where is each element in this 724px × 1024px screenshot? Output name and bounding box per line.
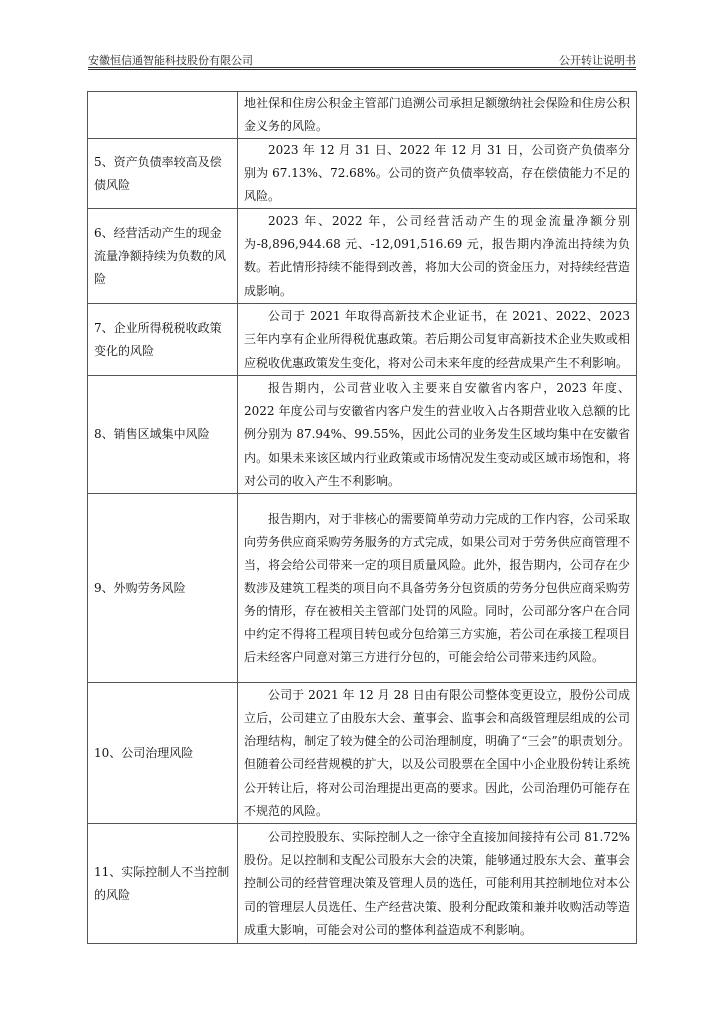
risk-title: 6、经营活动产生的现金流量净额持续为负数的风险	[88, 209, 238, 304]
table-row	[88, 139, 637, 209]
table-row	[88, 376, 637, 494]
company-name: 安徽恒信通智能科技股份有限公司	[88, 54, 253, 67]
risk-title	[88, 92, 238, 139]
risk-title: 10、公司治理风险	[88, 683, 238, 824]
table-row	[88, 209, 637, 304]
table-row	[88, 92, 637, 139]
header-divider	[88, 67, 636, 70]
risk-table	[87, 91, 637, 944]
table-row	[88, 494, 637, 683]
risk-description: 报告期内，公司营业收入主要来自安徽省内客户，2023 年度、2022 年度公司与安徽省内客户发生的营业收入占各期营业收入总额的比例分别为 87.94%、99.55%，因此公司的业务发生区域均集中在安徽省内。如果未来该区域内行业政策或市场情况发生变动或区域市场饱和，将对公司的收入产生不利影响。	[238, 376, 637, 494]
risk-description: 公司于 2021 年 12 月 28 日由有限公司整体变更设立，股份公司成立后，公司建立了由股东大会、董事会、监事会和高级管理层组成的公司治理结构，制定了较为健全的公司治理制度，明确了“三会”的职责划分。但随着公司经营规模的扩大，以及公司股票在全国中小企业股份转让系统公开转让后，将对公司治理提出更高的要求。因此，公司治理仍可能存在不规范的风险。	[238, 683, 637, 824]
risk-description: 公司控股股东、实际控制人之一徐守全直接加间接持有公司 81.72%股份。足以控制和支配公司股东大会的决策，能够通过股东大会、董事会控制公司的经营管理决策及管理人员的选任，可能利用其控制地位对本公司的管理层人员选任、生产经营决策、股利分配政策和兼并收购活动等造成重大影响，可能会对公司的整体利益造成不利影响。	[238, 824, 637, 944]
table-row	[88, 683, 637, 824]
risk-title: 5、资产负债率较高及偿债风险	[88, 139, 238, 209]
page-header	[88, 50, 636, 68]
risk-description: 2023 年、2022 年，公司经营活动产生的现金流量净额分别为-8,896,944.68 元、-12,091,516.69 元，报告期内净流出持续为负数。若此情形持续不能得到改善，将加大公司的资金压力，对持续经营造成影响。	[238, 209, 637, 304]
risk-description: 报告期内，对于非核心的需要简单劳动力完成的工作内容，公司采取向劳务供应商采购劳务服务的方式完成，如果公司对于劳务供应商管理不当，将会给公司带来一定的项目质量风险。此外，报告期内，公司存在少数涉及建筑工程类的项目向不具备劳务分包资质的劳务分包供应商采购劳务的情形，存在被相关主管部门处罚的风险。同时，公司部分客户在合同中约定不得将工程项目转包或分包给第三方实施，若公司在承接工程项目后未经客户同意对第三方进行分包的，可能会给公司带来违约风险。	[238, 494, 637, 683]
risk-description: 2023 年 12 月 31 日、2022 年 12 月 31 日，公司资产负债率分别为 67.13%、72.68%。公司的资产负债率较高，存在偿债能力不足的风险。	[238, 139, 637, 209]
document-type: 公开转让说明书	[559, 54, 636, 67]
table-row	[88, 304, 637, 376]
risk-description: 公司于 2021 年取得高新技术企业证书，在 2021、2022、2023 三年内享有企业所得税优惠政策。若后期公司复审高新技术企业失败或相应税收优惠政策发生变化，将对公司未来年度的经营成果产生不利影响。	[238, 304, 637, 376]
table-row	[88, 824, 637, 944]
risk-description: 地社保和住房公积金主管部门追溯公司承担足额缴纳社会保险和住房公积金义务的风险。	[238, 92, 637, 139]
risk-title: 8、销售区域集中风险	[88, 376, 238, 494]
risk-title: 7、企业所得税税收政策变化的风险	[88, 304, 238, 376]
risk-title: 11、实际控制人不当控制的风险	[88, 824, 238, 944]
risk-title: 9、外购劳务风险	[88, 494, 238, 683]
